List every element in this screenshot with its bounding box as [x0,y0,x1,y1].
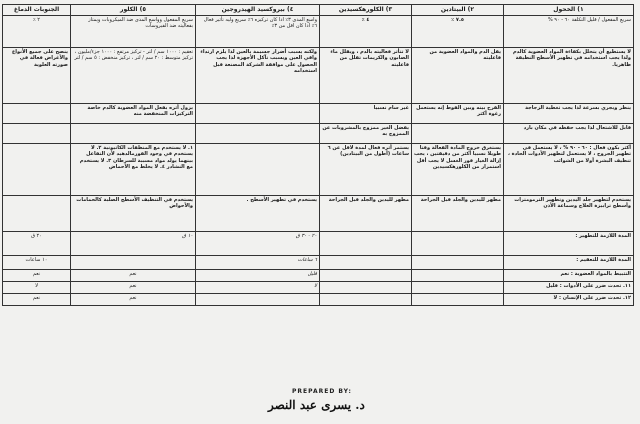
table-cell: القرح بينه وبين الفوط إنه يستعمل رغوة أكثر [412,104,504,124]
table-cell: نعم [71,294,196,306]
table-cell [196,104,320,124]
author-name: د. يسرى عبد النصر [268,398,365,412]
row-label: المدة اللازمة للتطهير : [504,232,634,256]
table-row [3,104,634,124]
table-cell: سريع المفعول / قليل التكلفة ٦٠ - ٩٠ % [504,16,634,48]
table-cell: ينظر ويجري بسرعة لذا يجب تغطية الزجاجة [504,104,634,124]
table-row [3,16,634,48]
table-cell: نعم [3,270,71,282]
table-cell [320,232,412,256]
table-cell: لا تتأثر فعاليته بالدم ، ويقلل ماء الصابون والكريمات تقلل من فاعليته [320,48,412,104]
table-cell: يزول أثره بفعل المواد العضوية كالدم خاصة التركيزات المنخفضة منه [71,104,196,124]
table-cell [320,256,412,270]
table-row [3,270,634,282]
table-row [3,144,634,196]
header-betadine: ٢) البيتادين [412,5,504,16]
table-cell: نعم [3,294,71,306]
table-row [3,282,634,294]
table-cell: لا يستطيع أن يتخلل بكفاءة المواد العضوية كالدم ولذا يجب استخدامه في تطهير الأسطح النظيفة ظاهريا. [504,48,634,104]
table-cell: يفضل الغير ممزوج بالمشروبات عن الممزوج به [320,124,412,144]
table-cell [196,124,320,144]
table-cell [412,294,504,306]
table-cell: غير سام نسبيا [320,104,412,124]
handwritten-value: ٢٠ - ٣٠ ق [196,232,320,256]
table-cell [412,124,504,144]
row-label: المدة اللازمة للتعقيم : [504,256,634,270]
disinfectants-comparison-table [2,4,634,306]
table-row [3,232,634,256]
table-cell [3,144,71,196]
prepared-by-label: PREPARED BY: [292,388,352,395]
table-cell [412,232,504,256]
table-cell [3,104,71,124]
header-chlorhexidine: ٣) الكلورهكسيدين [320,5,412,16]
handwritten-value: ١٠ ق [71,232,196,256]
row-label: التثبيط بالمواد العضوية : نعم [504,270,634,282]
table-cell [412,282,504,294]
table-cell: لا [3,282,71,294]
handwritten-value: قليل [196,270,320,282]
table-cell: يستمر أثره فعال لمدة لاقل عن ٦ ساعات (أطول من البيتادين) [320,144,412,196]
header-glutaraldehyde: الجنوبات الدماغ [3,5,71,16]
handwritten-value: ٦ ساعات [196,256,320,270]
table-cell [320,282,412,294]
table-cell: نعم [71,270,196,282]
table-cell [320,294,412,306]
row-label: ١٢. تحدث ضرر على الإنسان : لا [504,294,634,306]
table-cell: يستغرق خروج المادة الفعالة وقتا طويلا نسبيا أكثر من دقيقتين ، يجب إزالة الغيار فور الغسل لا يجب أقل استمرار من الكلورهكسيدين [412,144,504,196]
table-cell [71,256,196,270]
table-cell [412,270,504,282]
table-cell: ١. لا يستخدم مع المنظفات الكاتيونية ٢. لا يستخدم في وجود الفورمالدهيد لأن التفاعل بينهما يولد مواد مسببة للسرطان ٣. لا يستخدم مع النشادر ٤. لا يخلط مع الأحماض [71,144,196,196]
table-cell: واسع المدى ٣٪ اذا كان تركيزه ٦٪ سريع وليه تأثير فعال ٦٪ اذا كان اقل من ٣٪ [196,16,320,48]
table-row [3,256,634,270]
table-row [3,196,634,232]
table-cell: مطهر لليدين والجلد قبل الجراحة [320,196,412,232]
header-hydrogen-peroxide: ٤) بيروكسيد الهيدروجين [196,5,320,16]
table-cell: سريع المفعول وواسع المدى ضد الميكروبات ويمتاز بفعاليته ضد الفيروسات [71,16,196,48]
row-label: ١١. تحدث ضرر على الأدوات : قليل [504,282,634,294]
table-cell: ١٠ ساعات [3,256,71,270]
table-row [3,124,634,144]
table-cell: ٤ ٪ [320,16,412,48]
table-cell: ٢ ٪ [3,16,71,48]
table-cell [71,124,196,144]
handwritten-value [196,294,320,306]
handwritten-value: لا [196,282,320,294]
header-alcohol: ١) الخحول [504,5,634,16]
table-row [3,294,634,306]
table-cell: ٧.٥ ٪ [412,16,504,48]
table-cell: يستخدم في تطهير الأسطح . [196,196,320,232]
header-row [3,5,634,16]
table-cell: نعم [71,282,196,294]
table-cell [412,256,504,270]
table-cell [320,270,412,282]
table-cell: مطهر لليدين والجلد قبل الجراحة [412,196,504,232]
table-cell [3,196,71,232]
table-cell: ولكنه يسبب أضرار جسيمة بالعين لذا يلزم ارتداء واقي العين ويسبب تآكل الأجهزة لذا يجب الحصول على موافقة الشركة المصنعة قبل استخدامه [196,48,320,104]
table-cell: ٢٠ ق [3,232,71,256]
table-cell: يستخدم لتطهير جلد اليدين وتطهير الترمومترات وأسطح ترابيزة العلاج وسماعة الأذن [504,196,634,232]
table-row [3,48,634,104]
table-cell: قابل للاشتعال لذا يجب حفظه في مكان بارد [504,124,634,144]
header-chlorine: ٥) الكلور [71,5,196,16]
table-cell: يستخدم في التنظيف الأسطح الصلبة كالحمامات والأحواض [71,196,196,232]
table-cell: ينصح على جميع الأنواع والأغراض فعالة في صورته العلوية [3,48,71,104]
table-cell: أكثر بكون فعال : ٦٠ - ٩٠ % ، لا يستعمل في تطهير الجروح ، لا يستعمل لتطهير الأدوات الحادة ، تنظيف البشرة أولا من الشوائب [504,144,634,196]
table-cell [3,124,71,144]
table-cell: يقل الدم والمواد العضوية من فاعليته [412,48,504,104]
table-cell [196,144,320,196]
table-cell: تعقيم : ١٠٠٠ سم / لتر - تركيز مرتفع : ١٠٠٠ جزء/مليون ، تركيز متوسط : ٢٠ سم / لتر ، تركيز منخفض : ٥ سم / لتر [71,48,196,104]
